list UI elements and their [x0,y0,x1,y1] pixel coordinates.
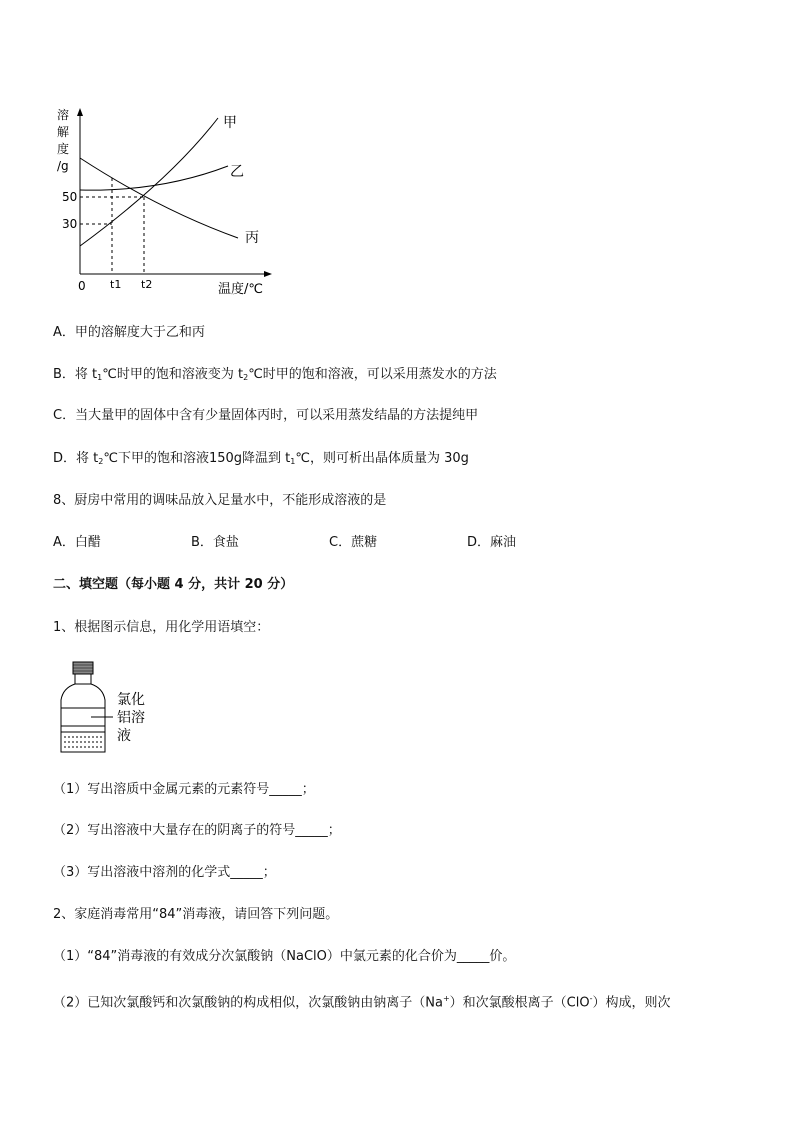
curve-jia [80,118,218,246]
curve-bing [80,158,238,238]
q7-d-text-2: ℃下甲的饱和溶液150g降温到 t [103,451,291,466]
bottle-label-line: 氯化 [117,692,145,708]
fill2-q2-text-2: ）和次氯酸根离子（ClO [449,995,590,1011]
fill1-stem: 1、根据图示信息，用化学用语填空： [53,620,270,635]
q8-option-d: D．麻油 [467,535,517,550]
q7-option-b [53,367,497,386]
bottle-label-line: 液 [117,728,131,744]
y-axis-arrow [77,108,83,116]
q7-option-a: A．甲的溶解度大于乙和丙 [53,325,205,340]
q8-option-a: A．白醋 [53,535,101,550]
fill1-q2: （2）写出溶液中大量存在的阴离子的符号_____； [53,823,341,838]
q7-b-sub-2: 2 [243,373,249,382]
fill2-q2-text-3: ）构成，则次 [592,995,671,1011]
fill2-q2 [53,991,671,1011]
q8-option-c: C．蔗糖 [329,535,378,550]
q7-b-text-2: ℃时甲的饱和溶液变为 t [102,367,244,382]
y-axis-label-char: 解 [57,125,70,139]
bottle-neck [75,674,91,684]
curve-label-jia: 甲 [223,115,237,131]
x-axis-arrow [264,271,272,277]
q7-b-sub-1: 1 [97,373,103,382]
q7-option-d [53,451,469,470]
q7-option-c: C．当大量甲的固体中含有少量固体丙时，可以采用蒸发结晶的方法提纯甲 [53,408,479,423]
q7-b-text-1: B．将 t [53,367,98,382]
y-tick-label: 50 [62,190,78,204]
x-tick-label: t1 [110,278,122,291]
y-axis-label-char: /g [57,159,69,173]
q8-option-b: B．食盐 [191,535,239,550]
x-axis-label: 温度/℃ [218,282,263,297]
y-axis-label-char: 溶 [57,108,70,122]
fill2-q2-sup-1: + [442,994,450,1003]
fill2-q1: （1）“84”消毒液的有效成分次氯酸钠（NaClO）中氯元素的化合价为_____价。 [53,949,516,964]
solubility-chart [40,100,290,300]
curve-label-yi: 乙 [230,164,244,180]
fill2-stem: 2、家庭消毒常用“84”消毒液，请回答下列问题。 [53,907,339,922]
x-tick-label: t2 [141,278,153,291]
origin-label: 0 [78,279,86,293]
q8-stem: 8、厨房中常用的调味品放入足量水中，不能形成溶液的是 [53,493,387,508]
q7-d-sub-1: 2 [98,457,104,466]
fill2-q2-text-1: （2）已知次氯酸钙和次氯酸钠的构成相似，次氯酸钠由钠离子（Na [53,995,443,1011]
q7-d-text-3: ℃，则可析出晶体质量为 30g [295,451,469,466]
curve-label-bing: 丙 [245,230,259,246]
fill1-q3: （3）写出溶液中溶剂的化学式_____； [53,865,276,880]
bottle-label-line: 铝溶 [117,710,145,726]
q7-d-text-1: D．将 t [53,451,99,466]
bottle-diagram [55,660,165,760]
fill2-q2-sup-2: - [589,994,593,1003]
y-tick-label: 30 [62,217,78,231]
section-title: 二、填空题（每小题 4 分，共计 20 分） [53,577,294,592]
q7-b-text-3: ℃时甲的饱和溶液，可以采用蒸发水的方法 [248,367,497,382]
fill1-q1: （1）写出溶质中金属元素的元素符号_____； [53,782,315,797]
y-axis-label-char: 度 [57,142,70,156]
q7-d-sub-2: 1 [290,457,296,466]
